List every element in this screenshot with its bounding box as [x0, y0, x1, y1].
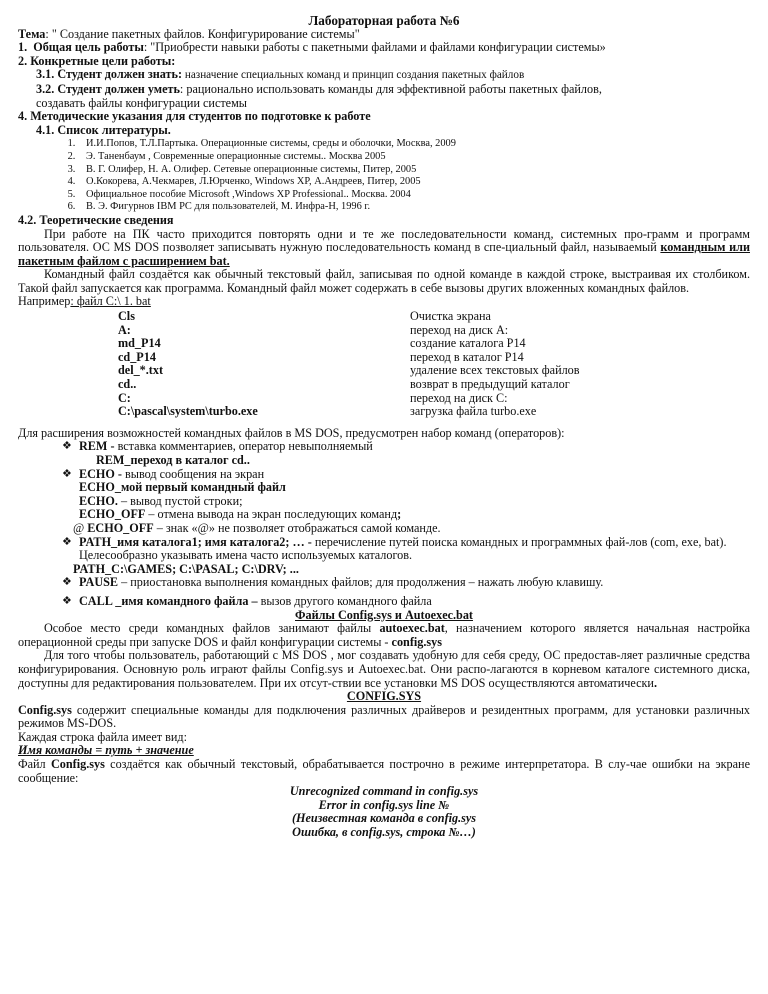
paragraph-3: Для расширения возможностей командных файлов в MS DOS, предусмотрен набор команд (операторов):	[18, 425, 565, 440]
paragraph-8-text-a: Файл	[18, 757, 51, 772]
echo-dot-description: – вывод пустой строки;	[117, 493, 243, 508]
paragraph-5-period: .	[653, 675, 657, 690]
paragraph-1-text: При работе на ПК часто приходится повторять одни и те же последовательности команд, системных про-грамм и программ пользователя. ОС MS DOS позволяет записывать нужную последовательность команд в спе-циальный файл, называемый	[18, 226, 750, 255]
config-heading: CONFIG.SYS	[346, 689, 422, 704]
error-messages	[18, 785, 750, 839]
example-description: удаление всех текстовых файлов	[410, 363, 580, 378]
topic-text: : " Создание пакетных файлов. Конфигурирование системы"	[45, 26, 360, 41]
reference-item: 3. В. Г. Олифер, Н. А. Олифер. Сетевые операционные системы, Питер, 2005	[78, 164, 750, 177]
paragraph-4-text-a: Особое место среди командных файлов занимают файлы	[44, 621, 380, 636]
directive-rem	[62, 440, 750, 467]
autoexec-filename: autoexec.bat	[379, 621, 445, 636]
directive-pause	[62, 576, 750, 590]
echo-example-3	[79, 508, 750, 522]
example-filename: : файл C:\ 1. bat	[70, 294, 151, 309]
paragraph-1	[18, 228, 750, 269]
rem-example: REM_переход в каталог cd..	[96, 453, 250, 467]
rem-description: вставка комментариев, оператор невыполняемый	[114, 439, 373, 454]
echo-example-2	[79, 495, 750, 509]
section-1	[18, 41, 750, 55]
paragraph-5-text: Для того чтобы пользователь, работающий с MS DOS , мог создавать удобную для себя среду, ОС предостав-ляет различные средства конфигурирования. Основную роль играют файлы Config.sys и Autoexec.bat. Они распо-лагаются в корневом каталоге системного диска, доступны для редактирования пользователем. При их отсут-ствии все установки MS DOS осуществляются автоматически	[18, 648, 750, 690]
document-title: Лабораторная работа №6	[308, 13, 460, 28]
section-4: 4. Методические указания для студентов по подготовке к работе	[18, 109, 371, 124]
rem-keyword: REM -	[79, 439, 115, 454]
example-command: cd_P14	[118, 349, 156, 364]
example-row	[118, 364, 580, 378]
files-heading: Файлы Config.sys и Autoexec.bat	[295, 607, 473, 622]
section-3-2	[18, 83, 750, 97]
paragraph-8	[18, 758, 750, 785]
echo-description: вывод сообщения на экран	[122, 466, 265, 481]
section-1-number: 1.	[18, 40, 28, 55]
diamond-bullet-icon: ❖	[62, 594, 72, 607]
syntax-line: Имя команды = путь + значение	[18, 743, 194, 758]
topic-label: Тема	[18, 26, 46, 41]
reference-item: 6. В. Э. Фигурнов IBM PC для пользователей, М. Инфра-Н, 1996 г.	[78, 201, 750, 214]
diamond-bullet-icon: ❖	[62, 467, 72, 480]
path-keyword: PATH_имя каталога1; имя каталога2; … -	[79, 534, 312, 549]
call-keyword: CALL _имя командного файла –	[79, 593, 258, 608]
error-message-line: Unrecognized command in config.sys	[289, 784, 479, 799]
reference-item: 5. Официальное пособие Microsoft ,Windows XP Professional.. Москва. 2004	[78, 189, 750, 202]
echo-dot-keyword: ECHO.	[79, 493, 118, 508]
diamond-bullet-icon: ❖	[62, 535, 72, 548]
reference-item: 2. Э. Таненбаум , Современные операционные системы.. Москва 2005	[78, 151, 750, 164]
echo-off-keyword: ECHO_OFF	[79, 507, 146, 522]
echo-example-4	[73, 522, 750, 536]
diamond-bullet-icon: ❖	[62, 576, 72, 589]
section-3-2-continued: создавать файлы конфигурации системы	[36, 95, 247, 110]
config-sys-term: Config.sys	[18, 702, 72, 717]
directive-echo	[62, 468, 750, 536]
echo-off-semicolon: ;	[397, 507, 402, 522]
example-command: Cls	[118, 309, 135, 324]
error-message-line: Error in config.sys line №	[318, 797, 450, 812]
section-3-2-text: : рационально использовать команды для эффективной работы пакетных файлов,	[179, 81, 602, 96]
example-command: A:	[118, 322, 131, 337]
example-row	[118, 324, 580, 338]
paragraph-1-emphasis: командным или пакетным файлом с расширением bat.	[18, 240, 750, 268]
reference-list	[18, 138, 750, 214]
example-command: md_P14	[118, 336, 161, 351]
section-3-1-label: 3.1. Студент должен знать:	[36, 67, 183, 82]
directive-path	[62, 536, 750, 577]
section-3-1-text: назначение специальных команд и принцип создания пакетных файлов	[182, 69, 525, 82]
example-row	[118, 405, 580, 419]
paragraph-6	[18, 704, 750, 731]
pause-keyword: PAUSE	[79, 575, 119, 590]
echo-at-sign: @	[73, 520, 88, 535]
section-2: 2. Конкретные цели работы:	[18, 53, 176, 68]
paragraph-4-text-c: , назначением которого является начальная настройка операционной среды при запуске DOS и файл конфигурации системы -	[18, 621, 751, 649]
section-3-1	[18, 68, 750, 83]
paragraph-4	[18, 622, 750, 649]
section-1-label: Общая цель работы	[33, 40, 144, 55]
section-4-1: 4.1. Список литературы.	[36, 122, 171, 137]
example-description: возврат в предыдущий каталог	[410, 377, 570, 392]
example-rows	[118, 310, 580, 419]
pause-description: – приостановка выполнения командных файлов; для продолжения – нажать любую клавишу.	[118, 575, 604, 590]
example-description: создание каталога P14	[410, 336, 526, 351]
call-description: вызов другого командного файла	[257, 593, 432, 608]
example-row	[118, 310, 580, 324]
section-3-2-label: 3.2. Студент должен уметь	[36, 81, 180, 96]
example-row	[118, 392, 580, 406]
echo-off-description: – отмена вывода на экран последующих команд	[145, 507, 398, 522]
example-command: cd..	[118, 377, 137, 392]
path-example: PATH_C:\GAMES; C:\PASAL; C:\DRV; ...	[73, 561, 299, 576]
paragraph-5	[18, 649, 750, 690]
config-filename: config.sys	[391, 634, 442, 649]
example-description: переход на диск A:	[410, 322, 509, 337]
error-message-line: (Неизвестная команда в config.sys	[291, 811, 477, 826]
directive-list	[18, 440, 750, 608]
paragraph-6-text: содержит специальные команды для подключения различных драйверов и резидентных программ, для установки различных режимов MS-DOS.	[18, 702, 750, 731]
directive-call	[62, 595, 750, 609]
example-description: загрузка файла turbo.exe	[410, 404, 537, 419]
example-command: del_*.txt	[118, 363, 164, 378]
example-label: Например	[18, 294, 71, 309]
paragraph-8-text-c: создаётся как обычный текстовый, обрабатывается построчно в режиме интерпретатора. В слу-чае ошибки на экране сообщение:	[18, 757, 750, 785]
reference-item: 4. О.Кокорева, А.Чекмарев, Л.Юрченко, Windows XP, А.Андреев, Питер, 2005	[78, 176, 750, 189]
paragraph-7: Каждая строка файла имеет вид:	[18, 729, 187, 744]
example-heading	[18, 295, 750, 309]
topic-line	[18, 28, 750, 42]
section-1-text: : "Приобрести навыки работы с пакетными файлами и файлами конфигурации системы»	[143, 40, 606, 55]
example-description: Очистка экрана	[410, 309, 491, 324]
section-4-2: 4.2. Теоретические сведения	[18, 212, 174, 227]
echo-example-1: ECHO_мой первый командный файл	[79, 480, 286, 495]
path-description: перечисление путей поиска командных и программных фай-лов (com, exe, bat). Целесообразно указывать имена часто используемых каталогов.	[79, 534, 727, 563]
at-echo-off-description: – знак «@» не позволяет отображаться самой команде.	[153, 520, 441, 535]
diamond-bullet-icon: ❖	[62, 440, 72, 453]
example-description: переход в каталог P14	[410, 349, 524, 364]
example-command: C:	[118, 390, 131, 405]
echo-keyword: ECHO -	[79, 466, 122, 481]
paragraph-8-config: Config.sys	[50, 757, 105, 772]
reference-item: 1. И.И.Попов, Т.Л.Партыка. Операционные системы, среды и оболочки, Москва, 2009	[78, 138, 750, 151]
example-row	[118, 351, 580, 365]
example-row	[118, 337, 580, 351]
example-row	[118, 378, 580, 392]
error-message-line: Ошибка, в config.sys, строка №…)	[292, 825, 476, 840]
example-description: переход на диск C:	[410, 390, 508, 405]
at-echo-off-keyword: ECHO_OFF	[87, 520, 154, 535]
example-command: C:\pascal\system\turbo.exe	[118, 404, 258, 419]
paragraph-2: Командный файл создаётся как обычный текстовый файл, записывая по одной команде в каждой строке, выстраивая их столбиком. Такой файл запускается как программа. Командный файл может содержать в себе вызовы других вложенных командных файлов.	[18, 267, 750, 295]
example-table	[118, 310, 580, 419]
